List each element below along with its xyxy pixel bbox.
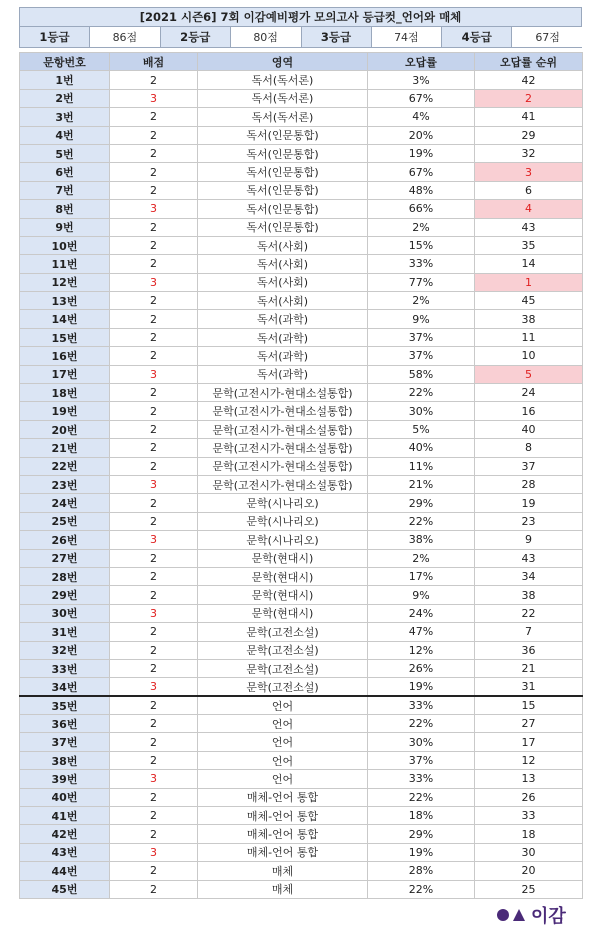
error-rate-cell: 12% (368, 641, 475, 659)
table-row (20, 365, 583, 383)
table-row (20, 531, 583, 549)
question-no-cell: 18번 (20, 384, 110, 402)
points-cell: 2 (110, 586, 198, 604)
error-rate-cell: 29% (368, 494, 475, 512)
error-rate-cell: 19% (368, 678, 475, 696)
question-no-cell: 3번 (20, 108, 110, 126)
error-rank-cell: 4 (475, 200, 583, 218)
points-cell: 3 (110, 604, 198, 622)
area-cell: 독서(사회) (198, 236, 368, 254)
header-question-no: 문항번호 (20, 53, 110, 71)
question-no-cell: 6번 (20, 163, 110, 181)
error-rank-cell: 31 (475, 678, 583, 696)
table-row (20, 715, 583, 733)
error-rank-cell: 21 (475, 659, 583, 677)
circle-icon (497, 909, 509, 921)
question-no-cell: 4번 (20, 126, 110, 144)
area-cell: 독서(독서론) (198, 71, 368, 89)
error-rate-cell: 67% (368, 89, 475, 107)
table-row (20, 310, 583, 328)
header-area: 영역 (198, 53, 368, 71)
table-row (20, 108, 583, 126)
points-cell: 2 (110, 181, 198, 199)
points-cell: 2 (110, 236, 198, 254)
error-rate-cell: 22% (368, 788, 475, 806)
title-text: [2021 시즌6] 7회 이감예비평가 모의고사 등급컷_언어와 매체 (139, 10, 462, 24)
error-rate-cell: 67% (368, 163, 475, 181)
error-rate-cell: 11% (368, 457, 475, 475)
question-no-cell: 39번 (20, 770, 110, 788)
question-no-cell: 37번 (20, 733, 110, 751)
table-row (20, 236, 583, 254)
points-cell: 2 (110, 420, 198, 438)
error-rate-cell: 2% (368, 292, 475, 310)
table-row (20, 218, 583, 236)
question-no-cell: 42번 (20, 825, 110, 843)
area-cell: 독서(인문통합) (198, 181, 368, 199)
question-no-cell: 8번 (20, 200, 110, 218)
question-no-cell: 15번 (20, 328, 110, 346)
table-row (20, 751, 583, 769)
question-no-cell: 13번 (20, 292, 110, 310)
question-no-cell: 29번 (20, 586, 110, 604)
table-row (20, 659, 583, 677)
error-rank-cell: 34 (475, 567, 583, 585)
table-row (20, 126, 583, 144)
error-rank-cell: 25 (475, 880, 583, 898)
area-cell: 매체 (198, 880, 368, 898)
points-cell: 2 (110, 126, 198, 144)
question-no-cell: 31번 (20, 623, 110, 641)
area-cell: 문학(시나리오) (198, 531, 368, 549)
question-no-cell: 21번 (20, 439, 110, 457)
points-cell: 2 (110, 733, 198, 751)
error-rank-cell: 11 (475, 328, 583, 346)
table-row (20, 200, 583, 218)
error-rank-cell: 28 (475, 475, 583, 493)
question-no-cell: 26번 (20, 531, 110, 549)
area-cell: 언어 (198, 733, 368, 751)
question-no-cell: 27번 (20, 549, 110, 567)
points-cell: 2 (110, 402, 198, 420)
area-cell: 문학(현대시) (198, 549, 368, 567)
grade-4-score: 67점 (512, 27, 583, 47)
table-row (20, 733, 583, 751)
points-cell: 2 (110, 218, 198, 236)
error-rate-cell: 29% (368, 825, 475, 843)
error-rate-cell: 21% (368, 475, 475, 493)
logo-text: 이감 (531, 906, 566, 927)
error-rank-cell: 23 (475, 512, 583, 530)
error-rate-cell: 22% (368, 880, 475, 898)
question-no-cell: 2번 (20, 89, 110, 107)
area-cell: 독서(사회) (198, 255, 368, 273)
points-cell: 2 (110, 255, 198, 273)
error-rank-cell: 15 (475, 696, 583, 714)
points-cell: 2 (110, 659, 198, 677)
error-rate-cell: 5% (368, 420, 475, 438)
question-no-cell: 24번 (20, 494, 110, 512)
table-row (20, 163, 583, 181)
question-no-cell: 32번 (20, 641, 110, 659)
area-cell: 문학(현대시) (198, 604, 368, 622)
error-rate-cell: 30% (368, 733, 475, 751)
area-cell: 언어 (198, 715, 368, 733)
error-rank-cell: 27 (475, 715, 583, 733)
table-row (20, 825, 583, 843)
area-cell: 독서(인문통합) (198, 163, 368, 181)
error-rank-cell: 19 (475, 494, 583, 512)
error-rate-cell: 33% (368, 770, 475, 788)
error-rate-cell: 33% (368, 255, 475, 273)
error-rank-cell: 16 (475, 402, 583, 420)
points-cell: 3 (110, 678, 198, 696)
table-row (20, 181, 583, 199)
area-cell: 언어 (198, 696, 368, 714)
area-cell: 독서(과학) (198, 347, 368, 365)
error-rank-cell: 1 (475, 273, 583, 291)
error-rank-cell: 14 (475, 255, 583, 273)
area-cell: 문학(시나리오) (198, 512, 368, 530)
question-no-cell: 44번 (20, 862, 110, 880)
points-cell: 2 (110, 310, 198, 328)
points-cell: 3 (110, 531, 198, 549)
grade-2-score: 80점 (231, 27, 302, 47)
area-cell: 매체-언어 통합 (198, 807, 368, 825)
error-rate-cell: 26% (368, 659, 475, 677)
points-cell: 2 (110, 347, 198, 365)
igam-logo (497, 904, 566, 926)
points-cell: 2 (110, 292, 198, 310)
table-row (20, 328, 583, 346)
table-row (20, 678, 583, 696)
area-cell: 문학(고전시가-현대소설통합) (198, 420, 368, 438)
table-row (20, 862, 583, 880)
area-cell: 독서(독서론) (198, 89, 368, 107)
error-rank-cell: 32 (475, 144, 583, 162)
area-cell: 독서(사회) (198, 273, 368, 291)
area-cell: 문학(고전시가-현대소설통합) (198, 475, 368, 493)
points-cell: 2 (110, 715, 198, 733)
points-cell: 2 (110, 163, 198, 181)
error-rank-cell: 7 (475, 623, 583, 641)
area-cell: 독서(인문통합) (198, 144, 368, 162)
error-rank-cell: 45 (475, 292, 583, 310)
table-row (20, 586, 583, 604)
error-rate-cell: 37% (368, 328, 475, 346)
error-rank-cell: 22 (475, 604, 583, 622)
points-cell: 2 (110, 512, 198, 530)
error-rank-cell: 17 (475, 733, 583, 751)
points-cell: 2 (110, 457, 198, 475)
table-row (20, 696, 583, 714)
error-rank-cell: 9 (475, 531, 583, 549)
error-rate-cell: 37% (368, 751, 475, 769)
error-rank-cell: 10 (475, 347, 583, 365)
points-cell: 3 (110, 770, 198, 788)
error-rank-cell: 38 (475, 310, 583, 328)
error-rank-cell: 8 (475, 439, 583, 457)
table-row (20, 788, 583, 806)
header-points: 배점 (110, 53, 198, 71)
table-row (20, 807, 583, 825)
table-row (20, 843, 583, 861)
points-cell: 2 (110, 751, 198, 769)
error-rank-cell: 35 (475, 236, 583, 254)
table-row (20, 549, 583, 567)
points-cell: 2 (110, 641, 198, 659)
error-rank-cell: 40 (475, 420, 583, 438)
table-row (20, 880, 583, 898)
question-no-cell: 16번 (20, 347, 110, 365)
points-cell: 2 (110, 384, 198, 402)
error-rate-cell: 37% (368, 347, 475, 365)
error-rate-cell: 47% (368, 623, 475, 641)
error-rate-cell: 22% (368, 715, 475, 733)
question-no-cell: 11번 (20, 255, 110, 273)
error-rank-cell: 43 (475, 549, 583, 567)
points-cell: 2 (110, 696, 198, 714)
question-no-cell: 36번 (20, 715, 110, 733)
error-rate-cell: 18% (368, 807, 475, 825)
grade-1-score: 86점 (90, 27, 161, 47)
error-rate-cell: 2% (368, 218, 475, 236)
question-no-cell: 23번 (20, 475, 110, 493)
error-rate-cell: 40% (368, 439, 475, 457)
error-rate-cell: 2% (368, 549, 475, 567)
error-rank-cell: 37 (475, 457, 583, 475)
area-cell: 매체-언어 통합 (198, 843, 368, 861)
points-cell: 3 (110, 843, 198, 861)
points-cell: 3 (110, 365, 198, 383)
question-no-cell: 35번 (20, 696, 110, 714)
table-row (20, 402, 583, 420)
question-no-cell: 40번 (20, 788, 110, 806)
question-no-cell: 14번 (20, 310, 110, 328)
question-no-cell: 25번 (20, 512, 110, 530)
error-rate-cell: 15% (368, 236, 475, 254)
grade-2-label: 2등급 (161, 27, 231, 47)
error-rate-cell: 22% (368, 384, 475, 402)
points-cell: 2 (110, 880, 198, 898)
error-rate-cell: 48% (368, 181, 475, 199)
error-rank-cell: 33 (475, 807, 583, 825)
error-rate-cell: 66% (368, 200, 475, 218)
points-cell: 2 (110, 108, 198, 126)
area-cell: 매체-언어 통합 (198, 788, 368, 806)
error-rank-cell: 36 (475, 641, 583, 659)
area-cell: 문학(현대시) (198, 567, 368, 585)
table-row (20, 475, 583, 493)
points-cell: 2 (110, 328, 198, 346)
error-rank-cell: 41 (475, 108, 583, 126)
table-row (20, 604, 583, 622)
points-cell: 3 (110, 273, 198, 291)
question-no-cell: 45번 (20, 880, 110, 898)
points-cell: 2 (110, 567, 198, 585)
question-no-cell: 28번 (20, 567, 110, 585)
error-rank-cell: 5 (475, 365, 583, 383)
area-cell: 독서(사회) (198, 292, 368, 310)
table-row (20, 347, 583, 365)
triangle-icon (513, 909, 525, 921)
area-cell: 문학(시나리오) (198, 494, 368, 512)
points-cell: 2 (110, 825, 198, 843)
error-rate-cell: 3% (368, 71, 475, 89)
points-cell: 2 (110, 862, 198, 880)
grade-3-score: 74점 (372, 27, 443, 47)
points-cell: 2 (110, 549, 198, 567)
error-rank-cell: 20 (475, 862, 583, 880)
error-rank-cell: 6 (475, 181, 583, 199)
error-rank-cell: 29 (475, 126, 583, 144)
error-rate-table (19, 52, 583, 899)
table-row (20, 255, 583, 273)
area-cell: 독서(인문통합) (198, 126, 368, 144)
question-no-cell: 22번 (20, 457, 110, 475)
area-cell: 독서(과학) (198, 328, 368, 346)
error-rate-cell: 24% (368, 604, 475, 622)
area-cell: 문학(고전소설) (198, 641, 368, 659)
area-cell: 문학(고전시가-현대소설통합) (198, 457, 368, 475)
question-no-cell: 43번 (20, 843, 110, 861)
header-error-rank: 오답률 순위 (475, 53, 583, 71)
points-cell: 3 (110, 475, 198, 493)
points-cell: 2 (110, 807, 198, 825)
points-cell: 2 (110, 623, 198, 641)
error-rate-cell: 19% (368, 843, 475, 861)
question-no-cell: 34번 (20, 678, 110, 696)
table-row (20, 439, 583, 457)
points-cell: 3 (110, 200, 198, 218)
error-rate-cell: 30% (368, 402, 475, 420)
table-row (20, 567, 583, 585)
points-cell: 2 (110, 439, 198, 457)
question-no-cell: 30번 (20, 604, 110, 622)
error-rank-cell: 38 (475, 586, 583, 604)
points-cell: 3 (110, 89, 198, 107)
grade-1-label: 1등급 (20, 27, 90, 47)
area-cell: 독서(과학) (198, 365, 368, 383)
error-rank-cell: 43 (475, 218, 583, 236)
error-rate-cell: 20% (368, 126, 475, 144)
question-no-cell: 41번 (20, 807, 110, 825)
error-rank-cell: 30 (475, 843, 583, 861)
question-no-cell: 20번 (20, 420, 110, 438)
error-rate-cell: 9% (368, 586, 475, 604)
grade-4-label: 4등급 (442, 27, 512, 47)
table-row (20, 770, 583, 788)
question-no-cell: 12번 (20, 273, 110, 291)
error-rank-cell: 3 (475, 163, 583, 181)
page-title (19, 7, 582, 27)
question-no-cell: 7번 (20, 181, 110, 199)
area-cell: 문학(고전시가-현대소설통합) (198, 402, 368, 420)
error-rank-cell: 2 (475, 89, 583, 107)
table-header-row (20, 53, 583, 71)
error-rank-cell: 13 (475, 770, 583, 788)
error-rate-cell: 17% (368, 567, 475, 585)
area-cell: 문학(고전시가-현대소설통합) (198, 384, 368, 402)
question-no-cell: 19번 (20, 402, 110, 420)
area-cell: 독서(인문통합) (198, 200, 368, 218)
error-rank-cell: 24 (475, 384, 583, 402)
table-row (20, 494, 583, 512)
table-body (20, 71, 583, 899)
table-row (20, 384, 583, 402)
area-cell: 문학(고전소설) (198, 678, 368, 696)
table-row (20, 457, 583, 475)
points-cell: 2 (110, 788, 198, 806)
grade-cut-bar (19, 27, 582, 48)
area-cell: 문학(고전소설) (198, 623, 368, 641)
table-row (20, 144, 583, 162)
table-row (20, 641, 583, 659)
points-cell: 2 (110, 144, 198, 162)
area-cell: 독서(인문통합) (198, 218, 368, 236)
table-row (20, 292, 583, 310)
question-no-cell: 1번 (20, 71, 110, 89)
grade-3-label: 3등급 (302, 27, 372, 47)
points-cell: 2 (110, 494, 198, 512)
table-row (20, 623, 583, 641)
error-rank-cell: 12 (475, 751, 583, 769)
table-row (20, 71, 583, 89)
error-rank-cell: 18 (475, 825, 583, 843)
error-rank-cell: 42 (475, 71, 583, 89)
error-rate-cell: 22% (368, 512, 475, 530)
area-cell: 매체-언어 통합 (198, 825, 368, 843)
question-no-cell: 38번 (20, 751, 110, 769)
table-row (20, 273, 583, 291)
table-row (20, 420, 583, 438)
area-cell: 문학(고전시가-현대소설통합) (198, 439, 368, 457)
area-cell: 독서(독서론) (198, 108, 368, 126)
error-rate-cell: 38% (368, 531, 475, 549)
table-row (20, 89, 583, 107)
area-cell: 언어 (198, 751, 368, 769)
error-rate-cell: 77% (368, 273, 475, 291)
area-cell: 문학(고전소설) (198, 659, 368, 677)
question-no-cell: 17번 (20, 365, 110, 383)
error-rate-cell: 19% (368, 144, 475, 162)
error-rank-cell: 26 (475, 788, 583, 806)
question-no-cell: 9번 (20, 218, 110, 236)
points-cell: 2 (110, 71, 198, 89)
error-rate-cell: 33% (368, 696, 475, 714)
area-cell: 언어 (198, 770, 368, 788)
error-rate-cell: 58% (368, 365, 475, 383)
question-no-cell: 5번 (20, 144, 110, 162)
area-cell: 매체 (198, 862, 368, 880)
area-cell: 문학(현대시) (198, 586, 368, 604)
question-no-cell: 10번 (20, 236, 110, 254)
error-rate-cell: 9% (368, 310, 475, 328)
question-no-cell: 33번 (20, 659, 110, 677)
area-cell: 독서(과학) (198, 310, 368, 328)
header-error-rate: 오답률 (368, 53, 475, 71)
error-rate-cell: 28% (368, 862, 475, 880)
error-rate-cell: 4% (368, 108, 475, 126)
table-row (20, 512, 583, 530)
